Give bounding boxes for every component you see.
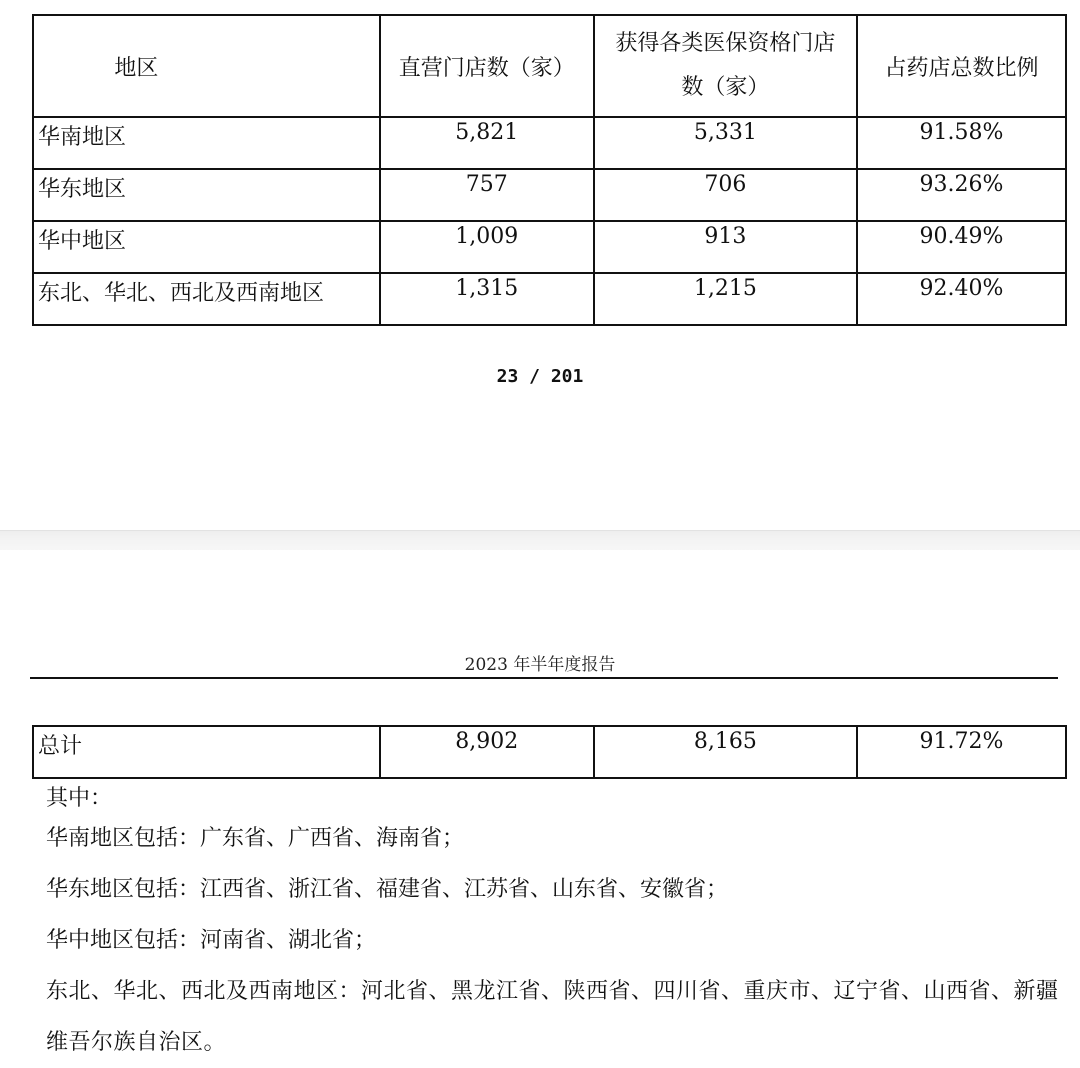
note-item: 东北、华北、西北及西南地区：河北省、黑龙江省、陕西省、四川省、重庆市、辽宁省、山西省、新疆维吾尔族自治区。 xyxy=(46,979,1059,1055)
cell-ratio: 92.40% xyxy=(857,273,1066,325)
header-region xyxy=(33,15,380,117)
cell-region: 总计 xyxy=(33,726,380,778)
cell-stores: 5,821 xyxy=(380,117,594,169)
header-region-label: 地区 xyxy=(114,55,159,81)
cell-region: 东北、华北、西北及西南地区 xyxy=(33,273,380,325)
cell-insured: 1,215 xyxy=(594,273,857,325)
header-ratio xyxy=(857,15,1066,117)
table-total-row xyxy=(33,726,1066,778)
running-header: 2023 年半年度报告 xyxy=(464,655,616,675)
header-insured-line-2: 数（家） xyxy=(681,75,770,100)
header-rule xyxy=(30,677,1058,679)
header-stores xyxy=(380,15,594,117)
cell-region: 华东地区 xyxy=(33,169,380,221)
table-row xyxy=(33,221,1066,273)
cell-region: 华中地区 xyxy=(33,221,380,273)
notes-lead: 其中： xyxy=(46,786,113,811)
cell-ratio: 90.49% xyxy=(857,221,1066,273)
store-table xyxy=(32,14,1067,326)
region-notes xyxy=(46,785,1061,1068)
header-insured-line-1: 获得各类医保资格门店 xyxy=(615,31,836,56)
cell-insured: 8,165 xyxy=(594,726,857,778)
cell-insured: 913 xyxy=(594,221,857,273)
cell-ratio: 91.72% xyxy=(857,726,1066,778)
page-separator xyxy=(0,530,1080,551)
table-row xyxy=(33,117,1066,169)
cell-stores: 1,315 xyxy=(380,273,594,325)
cell-stores: 757 xyxy=(380,169,594,221)
header-stores-label: 直营门店数（家） xyxy=(398,55,575,81)
note-item: 华东地区包括：江西省、浙江省、福建省、江苏省、山东省、安徽省； xyxy=(46,877,729,902)
document-page-bottom xyxy=(0,550,1080,1068)
cell-insured: 706 xyxy=(594,169,857,221)
cell-stores: 1,009 xyxy=(380,221,594,273)
document-page-top xyxy=(0,0,1080,530)
cell-ratio: 93.26% xyxy=(857,169,1066,221)
page-number: 23 / 201 xyxy=(496,366,584,387)
cell-stores: 8,902 xyxy=(380,726,594,778)
cell-insured: 5,331 xyxy=(594,117,857,169)
header-insured xyxy=(594,15,857,117)
table-row xyxy=(33,169,1066,221)
table-header-row xyxy=(33,15,1066,117)
table-row xyxy=(33,273,1066,325)
cell-ratio: 91.58% xyxy=(857,117,1066,169)
note-item: 华南地区包括：广东省、广西省、海南省； xyxy=(46,826,465,851)
note-item: 华中地区包括：河南省、湖北省； xyxy=(46,928,377,953)
cell-region: 华南地区 xyxy=(33,117,380,169)
store-table-continued xyxy=(32,725,1067,779)
header-ratio-label: 占药店总数比例 xyxy=(884,55,1039,81)
